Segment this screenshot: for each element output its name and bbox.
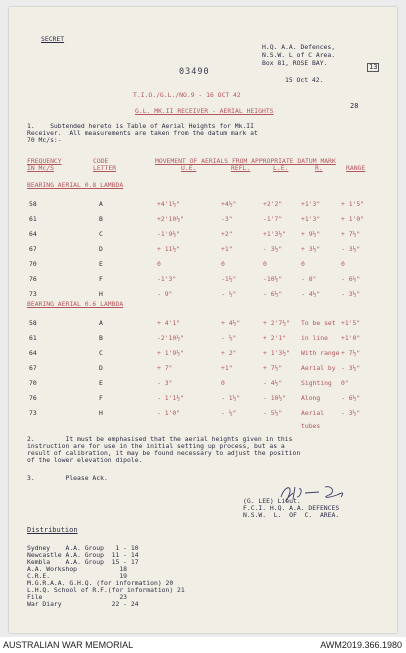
frequency-cell: 70 xyxy=(29,260,37,268)
movement-cell: + 7" xyxy=(157,364,173,372)
intro-line: 70 Mc/s:- xyxy=(27,136,62,144)
code-letter-cell: D xyxy=(99,245,103,253)
movement-cell: 0 xyxy=(221,260,225,268)
movement-cell: +1" xyxy=(221,245,233,253)
movement-cell: + 7½" xyxy=(263,364,283,372)
movement-cell: - ½" xyxy=(221,334,237,342)
col-header-frequency-unit: IN Mc/S xyxy=(27,164,54,172)
movement-cell: - 3½" xyxy=(263,245,283,253)
paragraph-3: 3. Please Ack. xyxy=(27,474,108,482)
frequency-cell: 76 xyxy=(29,275,37,283)
code-letter-cell: A xyxy=(99,200,103,208)
movement-cell: +2'2" xyxy=(263,200,283,208)
movement-cell: - ½" xyxy=(221,409,237,417)
frequency-cell: 64 xyxy=(29,349,37,357)
distribution-line: M.G.R.A.A. G.H.Q. (for information) 20 xyxy=(27,579,174,587)
col-header-r: R. xyxy=(315,164,323,172)
movement-cell: Aerial xyxy=(301,409,325,417)
distribution-line: File 23 xyxy=(27,593,128,601)
movement-cell: - 6½" xyxy=(263,290,283,298)
movement-cell: -3" xyxy=(221,215,233,223)
movement-cell: Sighting xyxy=(301,379,332,387)
para-line: of the lower elevation dipole. xyxy=(27,456,143,464)
frequency-cell: 61 xyxy=(29,215,37,223)
movement-cell: -2'10½" xyxy=(157,334,184,342)
movement-cell: + 2'7½" xyxy=(263,319,290,327)
movement-cell: +1'0" xyxy=(341,334,361,342)
code-letter-cell: H xyxy=(99,409,103,417)
handwritten-mark: 13 xyxy=(369,63,378,71)
movement-cell: + 11½" xyxy=(157,245,181,253)
movement-cell: - 3½" xyxy=(341,245,361,253)
frequency-cell: 76 xyxy=(29,394,37,402)
distribution-title: Distribution xyxy=(27,526,78,534)
movement-cell: 0 xyxy=(221,379,225,387)
movement-cell: -10½" xyxy=(263,275,283,283)
footer-accession-number: AWM2019.366.1980 xyxy=(320,640,402,650)
distribution-line: Kembla A.A. Group 15 - 17 xyxy=(27,558,139,566)
code-letter-cell: B xyxy=(99,334,103,342)
movement-cell: + 4½" xyxy=(221,319,241,327)
movement-cell: - 1½" xyxy=(221,394,241,402)
movement-cell: 0 xyxy=(301,260,305,268)
classification-stamp: SECRET xyxy=(41,35,65,43)
col-header-movement: MOVEMENT OF AERIALS FROM APPROPRIATE DATUM MARK xyxy=(155,157,336,165)
frequency-cell: 67 xyxy=(29,364,37,372)
movement-cell: -1'3" xyxy=(157,275,177,283)
signatory-line-2: F.C.I. H.Q. A.A. DEFENCES xyxy=(243,504,340,512)
col-header-range: RANGE xyxy=(346,164,366,172)
code-letter-cell: C xyxy=(99,349,103,357)
movement-cell: - 3½" xyxy=(341,409,361,417)
page-number: 28 xyxy=(350,102,359,110)
col-header-code: CODE xyxy=(93,157,109,165)
letter-date: 15 Oct 42. xyxy=(285,76,324,84)
section-title: BEARING AERIAL 0.8 LAMBDA xyxy=(27,181,124,189)
intro-line: 1. Subtended hereto is Table of Aerial Heights for Mk.II xyxy=(27,122,255,130)
movement-cell: Along xyxy=(301,394,321,402)
para-line: result of calibration, it may be found necessary to adjust the position xyxy=(27,449,301,457)
code-letter-cell: D xyxy=(99,364,103,372)
code-letter-cell: F xyxy=(99,394,103,402)
movement-cell: - 3½" xyxy=(341,290,361,298)
movement-cell: - 3½" xyxy=(341,364,361,372)
movement-cell: - 9" xyxy=(157,290,173,298)
distribution-line: A.A. Workshop 18 xyxy=(27,565,128,573)
movement-cell: - 1'0" xyxy=(157,409,181,417)
movement-cell: +2" xyxy=(221,230,233,238)
movement-cell: - 3" xyxy=(157,379,173,387)
movement-cell: - ½" xyxy=(221,290,237,298)
frequency-cell: 64 xyxy=(29,230,37,238)
para-line: 2. It must be emphasised that the aerial heights given in this xyxy=(27,435,293,443)
aerial-tubes-note: tubes xyxy=(301,422,321,430)
movement-cell: +4½" xyxy=(221,200,237,208)
document-page xyxy=(9,7,397,633)
movement-cell: - 4½" xyxy=(301,290,321,298)
movement-cell: + 1'3½" xyxy=(263,349,290,357)
code-letter-cell: C xyxy=(99,230,103,238)
movement-cell: + 3½" xyxy=(301,245,321,253)
distribution-line: Sydney A.A. Group 1 - 10 xyxy=(27,544,139,552)
intro-line: Receiver. All measurements are taken from the datum mark at xyxy=(27,129,258,137)
movement-cell: +1'3½" xyxy=(263,230,287,238)
movement-cell: +2'10½" xyxy=(157,215,184,223)
movement-cell: 0" xyxy=(341,379,349,387)
movement-cell: + 1'5" xyxy=(341,200,365,208)
footer-bar xyxy=(0,637,406,653)
address-line-2: N.S.W. L of C Area. xyxy=(262,51,336,59)
distribution-line: C.R.E. 19 xyxy=(27,572,128,580)
distribution-line: War Diary 22 - 24 xyxy=(27,600,139,608)
signatory-name: (G. LEE) Lieut. xyxy=(243,497,301,505)
movement-cell: + 2'1" xyxy=(263,334,287,342)
signatory-line-3: N.S.W. L. OF C. AREA. xyxy=(243,511,340,519)
frequency-cell: 67 xyxy=(29,245,37,253)
movement-cell: -1'7" xyxy=(263,215,283,223)
distribution-line: L.H.Q. School of R.F.(for information) 21 xyxy=(27,586,185,594)
document-subject: G.L. MK.II RECEIVER - AERIAL HEIGHTS xyxy=(135,107,274,115)
movement-cell: + 7½" xyxy=(341,349,361,357)
footer-institution: AUSTRALIAN WAR MEMORIAL xyxy=(3,640,134,650)
movement-cell: +1'3" xyxy=(301,215,321,223)
code-letter-cell: A xyxy=(99,319,103,327)
code-letter-cell: F xyxy=(99,275,103,283)
movement-cell: - 5½" xyxy=(263,409,283,417)
frequency-cell: 58 xyxy=(29,200,37,208)
movement-cell: +1'5" xyxy=(341,319,361,327)
document-reference: T.I.O./G.L./NO.9 - 16 OCT 42 xyxy=(133,91,241,99)
col-header-ue: U.E. xyxy=(181,164,197,172)
movement-cell: 0 xyxy=(157,260,161,268)
movement-cell: - 6½" xyxy=(341,275,361,283)
movement-cell: in line xyxy=(301,334,328,342)
address-line-1: H.Q. A.A. Defences, xyxy=(262,43,336,51)
movement-cell: -1½" xyxy=(221,275,237,283)
address-line-3: Box 81, ROSE BAY. xyxy=(262,59,328,67)
movement-cell: With range xyxy=(301,349,340,357)
frequency-cell: 73 xyxy=(29,290,37,298)
col-header-le: L.E. xyxy=(273,164,289,172)
frequency-cell: 70 xyxy=(29,379,37,387)
section-title: BEARING AERIAL 0.6 LAMBDA xyxy=(27,300,124,308)
movement-cell: + 4'1" xyxy=(157,319,181,327)
distribution-line: Newcastle A.A. Group 11 - 14 xyxy=(27,551,139,559)
code-letter-cell: B xyxy=(99,215,103,223)
code-letter-cell: E xyxy=(99,260,103,268)
movement-cell: +1'3" xyxy=(301,200,321,208)
movement-cell: -1'9½" xyxy=(157,230,181,238)
movement-cell: - 1'1½" xyxy=(157,394,184,402)
movement-cell: - 10½" xyxy=(263,394,287,402)
movement-cell: +4'1½" xyxy=(157,200,181,208)
code-letter-cell: H xyxy=(99,290,103,298)
movement-cell: - 4½" xyxy=(263,379,283,387)
movement-cell: + 2" xyxy=(221,349,237,357)
para-line: instruction are for use in the initial setting up process, but as a xyxy=(27,442,285,450)
movement-cell: + 7½" xyxy=(341,230,361,238)
code-letter-cell: E xyxy=(99,379,103,387)
movement-cell: + 1'0" xyxy=(341,215,365,223)
frequency-cell: 61 xyxy=(29,334,37,342)
movement-cell: - 6½" xyxy=(341,394,361,402)
col-header-code-letter: LETTER xyxy=(93,164,117,172)
movement-cell: Aerial by xyxy=(301,364,336,372)
movement-cell: + 9½" xyxy=(301,230,321,238)
stamp-number: 03490 xyxy=(179,67,210,77)
movement-cell: +1" xyxy=(221,364,233,372)
movement-cell: - 8" xyxy=(301,275,317,283)
frequency-cell: 73 xyxy=(29,409,37,417)
col-header-refl: REFL. xyxy=(231,164,251,172)
movement-cell: 0 xyxy=(263,260,267,268)
frequency-cell: 58 xyxy=(29,319,37,327)
movement-cell: + 1'9½" xyxy=(157,349,184,357)
movement-cell: To be set xyxy=(301,319,336,327)
movement-cell: 0 xyxy=(341,260,345,268)
col-header-frequency: FREQUENCY xyxy=(27,157,62,165)
